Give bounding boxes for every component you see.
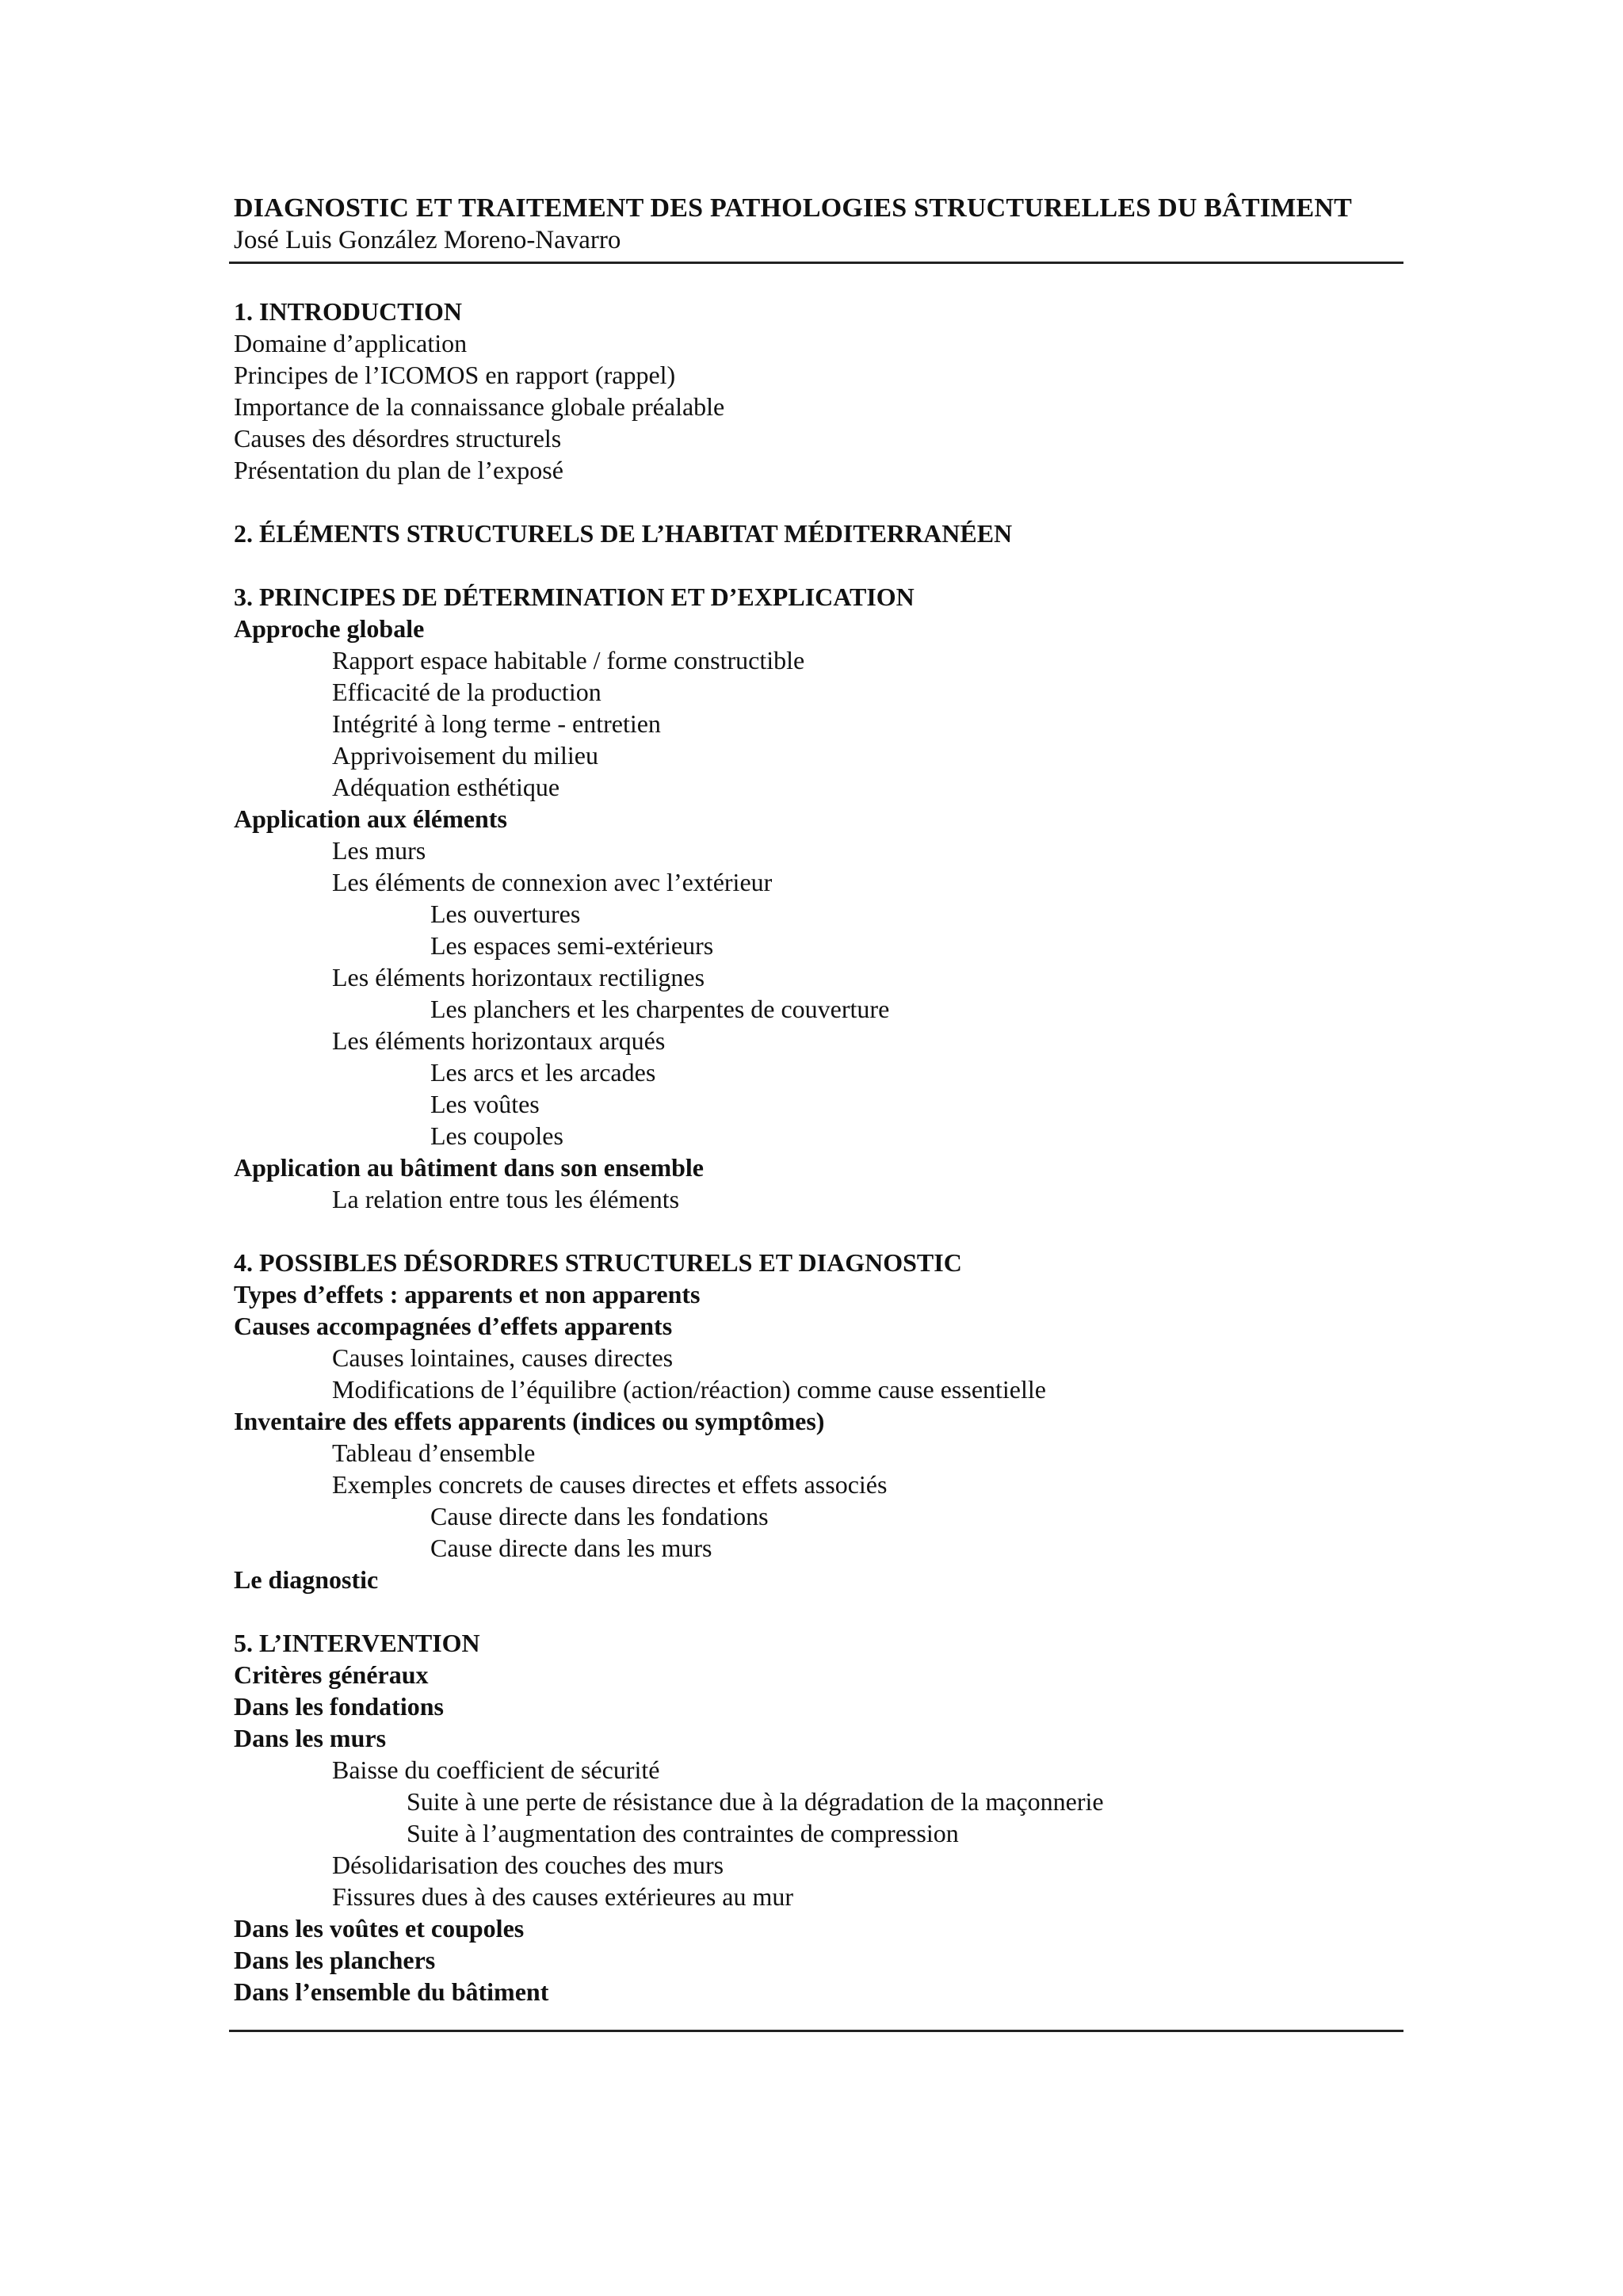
subsection-heading: Application aux éléments [234, 804, 507, 833]
outline-item: Causes des désordres structurels [234, 424, 562, 453]
subsection-heading: Le diagnostic [234, 1565, 379, 1594]
outline-item: Les planchers et les charpentes de couverture [430, 995, 890, 1023]
outline-item: Présentation du plan de l’exposé [234, 456, 563, 484]
subsection-heading: Dans l’ensemble du bâtiment [234, 1977, 549, 2006]
table-of-contents [234, 296, 1399, 2008]
outline-item: Intégrité à long terme - entretien [332, 709, 661, 738]
document-title: DIAGNOSTIC ET TRAITEMENT DES PATHOLOGIES STRUCTURELLES DU BÂTIMENT [234, 193, 1353, 223]
subsection-heading: Inventaire des effets apparents (indices ou symptômes) [234, 1407, 825, 1435]
outline-item: Modifications de l’équilibre (action/réaction) comme cause essentielle [332, 1375, 1046, 1404]
outline-item: Les ouvertures [430, 900, 581, 928]
outline-item: La relation entre tous les éléments [332, 1185, 680, 1213]
subsection-heading: Causes accompagnées d’effets apparents [234, 1312, 673, 1340]
subsection-heading: Dans les murs [234, 1724, 387, 1752]
outline-item: Désolidarisation des couches des murs [332, 1851, 724, 1879]
subsection-heading: Application au bâtiment dans son ensemble [234, 1153, 704, 1182]
outline-item: Adéquation esthétique [332, 773, 560, 801]
outline-item: Rapport espace habitable / forme constructible [332, 646, 805, 674]
outline-item: Les espaces semi-extérieurs [430, 931, 714, 960]
outline-item: Les voûtes [430, 1090, 540, 1118]
outline-item: Efficacité de la production [332, 678, 601, 706]
section-heading: 2. ÉLÉMENTS STRUCTURELS DE L’HABITAT MÉDITERRANÉEN [234, 519, 1013, 548]
subsection-heading: Approche globale [234, 614, 425, 643]
outline-item: Importance de la connaissance globale préalable [234, 392, 725, 421]
outline-item: Cause directe dans les murs [430, 1534, 712, 1562]
outline-item: Les éléments de connexion avec l’extérieur [332, 868, 773, 896]
outline-item: Les éléments horizontaux rectilignes [332, 963, 705, 991]
outline-item: Fissures dues à des causes extérieures au mur [332, 1882, 794, 1911]
subsection-heading: Dans les fondations [234, 1692, 444, 1721]
subsection-heading: Critères généraux [234, 1660, 429, 1689]
section-heading: 3. PRINCIPES DE DÉTERMINATION ET D’EXPLICATION [234, 583, 915, 611]
bottom-divider [229, 2030, 1403, 2032]
outline-item: Suite à une perte de résistance due à la dégradation de la maçonnerie [407, 1787, 1104, 1816]
outline-item: Exemples concrets de causes directes et effets associés [332, 1470, 888, 1499]
outline-item: Causes lointaines, causes directes [332, 1343, 674, 1372]
section-heading: 5. L’INTERVENTION [234, 1629, 480, 1657]
section-heading: 4. POSSIBLES DÉSORDRES STRUCTURELS ET DIAGNOSTIC [234, 1248, 962, 1277]
outline-item: Apprivoisement du milieu [332, 741, 598, 770]
subsection-heading: Dans les voûtes et coupoles [234, 1914, 525, 1943]
section-heading: 1. INTRODUCTION [234, 297, 463, 326]
subsection-heading: Dans les planchers [234, 1946, 436, 1974]
outline-item: Les arcs et les arcades [430, 1058, 656, 1087]
outline-item: Suite à l’augmentation des contraintes de compression [407, 1819, 959, 1847]
subsection-heading: Types d’effets : apparents et non apparents [234, 1280, 701, 1308]
outline-item: Les murs [332, 836, 426, 865]
outline-item: Tableau d’ensemble [332, 1438, 536, 1467]
outline-item: Cause directe dans les fondations [430, 1502, 769, 1530]
document-author: José Luis González Moreno-Navarro [234, 226, 621, 254]
outline-item: Principes de l’ICOMOS en rapport (rappel) [234, 361, 676, 389]
outline-item: Les coupoles [430, 1121, 563, 1150]
top-divider [229, 262, 1403, 264]
outline-item: Les éléments horizontaux arqués [332, 1026, 666, 1055]
outline-item: Domaine d’application [234, 329, 468, 357]
outline-item: Baisse du coefficient de sécurité [332, 1755, 660, 1784]
